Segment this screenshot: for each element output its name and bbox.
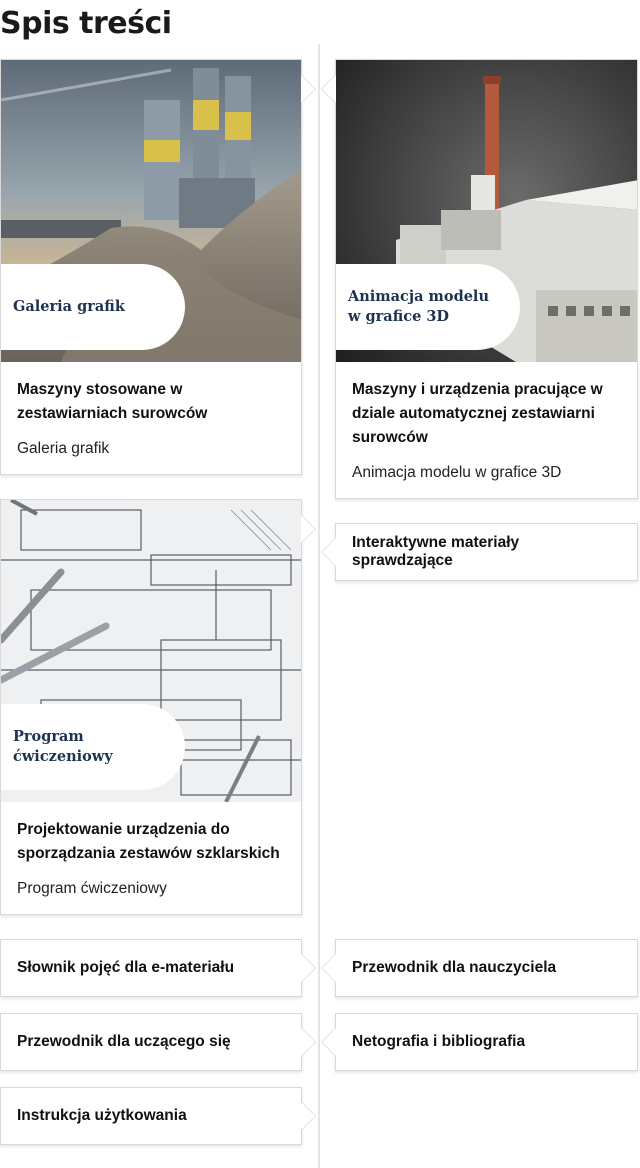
- card-title[interactable]: Netografia i bibliografia: [352, 1033, 526, 1050]
- toc-card-galeria-grafik[interactable]: [0, 59, 302, 475]
- card-badge: [336, 264, 520, 350]
- card-title[interactable]: Projektowanie urządzenia do sporządzania zestawów szklarskich: [17, 821, 280, 862]
- card-title[interactable]: Słownik pojęć dla e-materiału: [17, 959, 235, 976]
- toc-card-instrukcja[interactable]: [0, 1087, 302, 1145]
- timeline-line: [318, 44, 320, 1168]
- card-title[interactable]: Przewodnik dla nauczyciela: [352, 959, 557, 976]
- toc-card-netografia[interactable]: [335, 1013, 638, 1071]
- toc-card-program-cwiczeniowy[interactable]: [0, 499, 302, 915]
- card-badge-line1: Animacja modelu: [348, 288, 489, 305]
- card-title[interactable]: Instrukcja użytkowania: [17, 1107, 187, 1124]
- card-subtitle: Galeria grafik: [17, 440, 110, 457]
- card-title[interactable]: Maszyny stosowane w zestawiarniach surowców: [17, 381, 208, 422]
- toc-card-przewodnik-uczacego[interactable]: [0, 1013, 302, 1071]
- card-badge: Program ćwiczeniowy: [1, 704, 185, 790]
- factory-3d-model-image: [336, 60, 637, 362]
- card-subtitle: Program ćwiczeniowy: [17, 880, 167, 897]
- toc-card-interaktywne-materialy[interactable]: [335, 523, 638, 581]
- card-title[interactable]: Przewodnik dla uczącego się: [17, 1033, 231, 1050]
- toc-card-slownik-pojec[interactable]: [0, 939, 302, 997]
- toc-card-przewodnik-nauczyciela[interactable]: [335, 939, 638, 997]
- card-title[interactable]: Interaktywne materiały sprawdzające: [352, 534, 520, 569]
- technical-drawing-image: [1, 500, 301, 802]
- card-badge: Galeria grafik: [1, 264, 185, 350]
- industrial-silos-image: [1, 60, 301, 362]
- toc-card-animacja-modelu[interactable]: [335, 59, 638, 499]
- page-title: Spis treści: [0, 6, 172, 41]
- card-badge-line2: w grafice 3D: [348, 308, 450, 325]
- card-title[interactable]: Maszyny i urządzenia pracujące w dziale automatycznej zestawiarni surowców: [352, 381, 603, 446]
- card-subtitle: Animacja modelu w grafice 3D: [352, 464, 562, 481]
